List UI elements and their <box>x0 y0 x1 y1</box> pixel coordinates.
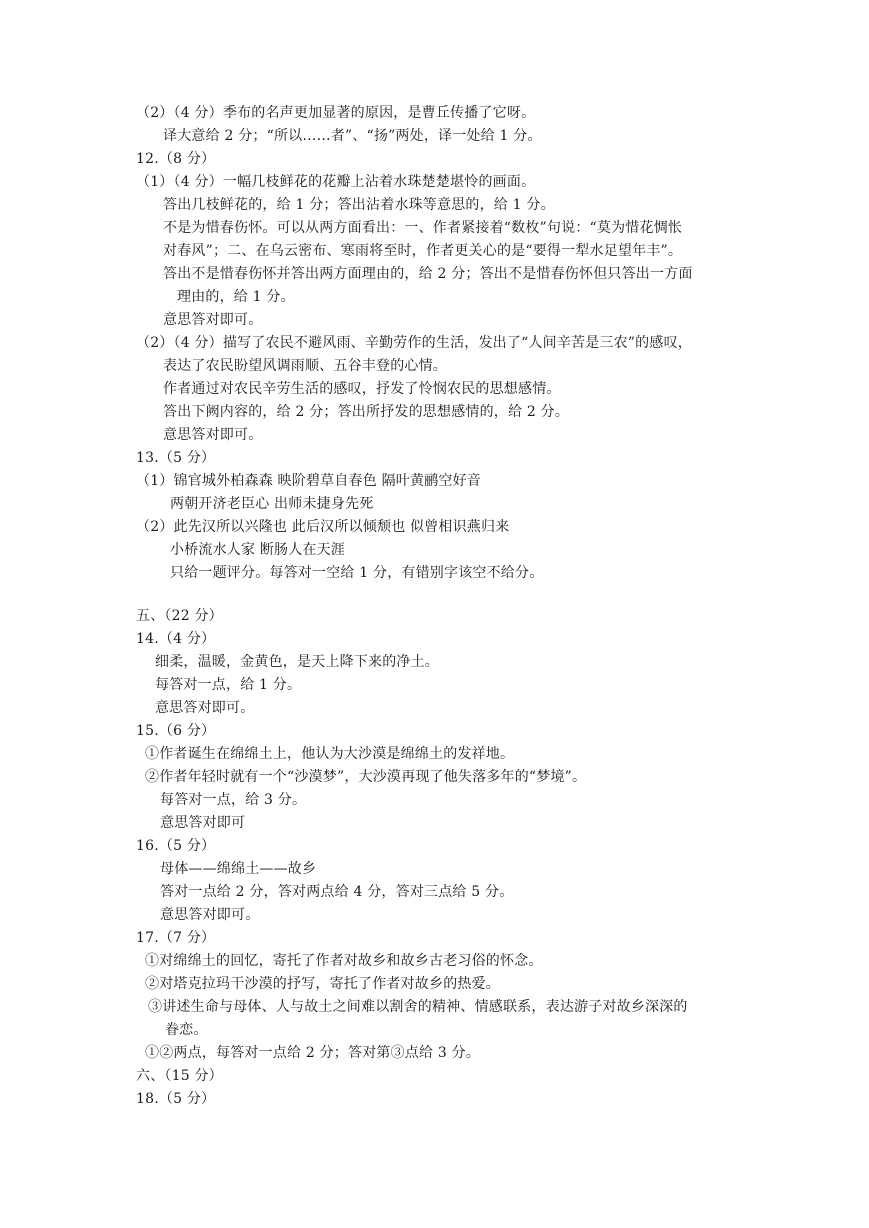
section-heading: 17.（7 分） <box>136 930 216 946</box>
text-line: 每答对一点，给 3 分。 <box>160 792 307 808</box>
section-heading: 16.（5 分） <box>136 838 216 854</box>
text-line: ②对塔克拉玛干沙漠的抒写，寄托了作者对故乡的热爱。 <box>145 976 500 992</box>
section-heading: 13.（5 分） <box>136 450 216 466</box>
text-line: 表达了农民盼望风调雨顺、五谷丰登的心情。 <box>163 358 447 374</box>
text-line: ①对绵绵土的回忆，寄托了作者对故乡和故乡古老习俗的怀念。 <box>145 953 543 969</box>
text-line: 答对一点给 2 分，答对两点给 4 分，答对三点给 5 分。 <box>160 884 514 900</box>
text-line: 母体——绵绵土——故乡 <box>160 861 317 877</box>
text-line: 不是为惜春伤怀。可以从两方面看出：一、作者紧接着“数枚”句说：“莫为惜花惆怅 <box>163 220 683 236</box>
section-heading: 六、（15 分） <box>136 1068 223 1084</box>
text-line: 两朝开济老臣心 出师未捷身先死 <box>170 496 374 512</box>
text-line: 意思答对即可。 <box>163 427 263 443</box>
text-line: 意思答对即可。 <box>163 312 263 328</box>
text-line: 只给一题评分。每答对一空给 1 分，有错别字该空不给分。 <box>170 565 544 581</box>
text-line: 译大意给 2 分；“所以……者”、“扬”两处，译一处给 1 分。 <box>163 128 542 144</box>
text-line: 答出几枝鲜花的，给 1 分；答出沾着水珠等意思的，给 1 分。 <box>163 197 555 213</box>
text-line: ③讲述生命与母体、人与故土之间难以割舍的精神、情感联系，表达游子对故乡深深的 <box>148 999 688 1015</box>
text-line: ②作者年轻时就有一个“沙漠梦”，大沙漠再现了他失落多年的“梦境”。 <box>145 769 587 785</box>
section-heading: 14.（4 分） <box>136 631 216 647</box>
text-line: 意思答对即可。 <box>155 700 255 716</box>
section-heading: 12.（8 分） <box>136 151 216 167</box>
text-line: （1）（4 分）一幅几枝鲜花的花瓣上沾着水珠楚楚堪怜的画面。 <box>136 174 536 190</box>
text-line: 细柔，温暖，金黄色，是天上降下来的净土。 <box>155 654 439 670</box>
text-line: 理由的，给 1 分。 <box>177 289 295 305</box>
text-line: （2）（4 分）描写了农民不避风雨、辛勤劳作的生活，发出了“人间辛苦是三农”的感叹， <box>136 335 692 351</box>
text-line: ①作者诞生在绵绵土上，他认为大沙漠是绵绵土的发祥地。 <box>145 746 515 762</box>
text-line: 作者通过对农民辛劳生活的感叹，抒发了怜悯农民的思想感情。 <box>163 381 561 397</box>
section-heading: 18.（5 分） <box>136 1091 216 1107</box>
text-line: （2）此先汉所以兴隆也 此后汉所以倾颓也 似曾相识燕归来 <box>136 519 510 535</box>
section-heading: 五、（22 分） <box>136 608 223 624</box>
text-line: 意思答对即可。 <box>160 907 260 923</box>
text-line: 意思答对即可 <box>160 815 246 831</box>
text-line: 答出不是惜春伤怀并答出两方面理由的，给 2 分；答出不是惜春伤怀但只答出一方面 <box>163 266 693 282</box>
text-line: 小桥流水人家 断肠人在天涯 <box>170 542 346 558</box>
section-heading: 15.（6 分） <box>136 723 216 739</box>
text-line: ①②两点，每答对一点给 2 分；答对第③点给 3 分。 <box>145 1045 481 1061</box>
text-line: 每答对一点，给 1 分。 <box>155 677 302 693</box>
text-line: （2）（4 分）季布的名声更加显著的原因，是曹丘传播了它呀。 <box>136 105 536 121</box>
text-line: 对春风”；二、在乌云密布、寒雨将至时，作者更关心的是“要得一犁水足望年丰”。 <box>163 243 683 259</box>
text-line: （1）锦官城外柏森森 映阶碧草自春色 隔叶黄鹂空好音 <box>136 473 482 489</box>
text-line: 答出下阙内容的，给 2 分；答出所抒发的思想感情的，给 2 分。 <box>163 404 570 420</box>
text-line: 眷恋。 <box>165 1022 208 1038</box>
